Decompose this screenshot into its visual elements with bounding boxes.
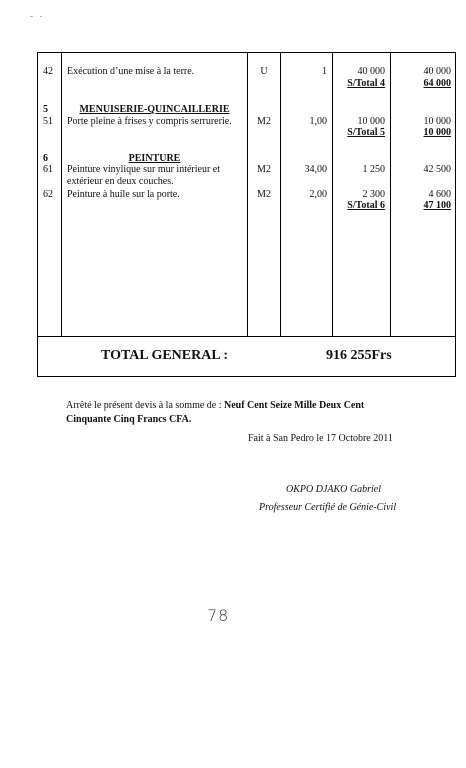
- subtotal-label: S/Total 5: [347, 127, 385, 138]
- item-number: 62: [43, 189, 53, 200]
- place-and-date: Fait à San Pedro le 17 Octobre 2011: [248, 433, 393, 444]
- table-border-left: [37, 52, 38, 376]
- table-border-bottom: [37, 376, 456, 377]
- item-description: Peinture vinylique sur mur intérieur et: [67, 164, 221, 175]
- item-unit-price: 1 250: [362, 164, 385, 175]
- grand-total-value: 916 255Frs: [326, 348, 392, 363]
- item-unit-price: 40 000: [357, 66, 385, 77]
- item-number: 61: [43, 164, 53, 175]
- scan-artifact: [40, 16, 42, 17]
- item-unit: M2: [257, 189, 271, 200]
- closing-prefix: Arrêté le présent devis à la somme de :: [66, 400, 224, 411]
- section-number: 6: [43, 153, 48, 164]
- item-description: Exécution d’une mise à la terre.: [67, 66, 195, 77]
- subtotal-value: 10 000: [423, 127, 451, 138]
- item-unit-price: 10 000: [357, 116, 385, 127]
- section-title: MENUISERIE-QUINCAILLERIE: [79, 104, 230, 115]
- item-description: Porte pleine à frises y compris serrurerie.: [67, 116, 232, 127]
- subtotal-value: 64 000: [423, 78, 451, 89]
- signatory-name: OKPO DJAKO Gabriel: [286, 484, 381, 495]
- item-unit: U: [260, 66, 268, 77]
- grand-total-label: TOTAL GENERAL :: [101, 348, 229, 363]
- item-total: 40 000: [423, 66, 451, 77]
- amount-in-words: Neuf Cent Seize Mille Deux Cent: [224, 400, 365, 411]
- section-title: PEINTURE: [128, 153, 181, 164]
- item-description-continued: extérieur en deux couches.: [67, 176, 174, 187]
- subtotal-label: S/Total 4: [347, 78, 385, 89]
- item-number: 42: [43, 66, 53, 77]
- item-total: 4 600: [428, 189, 451, 200]
- closing-statement: [66, 400, 364, 412]
- table-divider: [37, 336, 456, 337]
- item-unit: M2: [257, 164, 271, 175]
- item-unit: M2: [257, 116, 271, 127]
- scan-artifact: [30, 16, 33, 17]
- subtotal-label: S/Total 6: [347, 200, 385, 211]
- item-quantity: 1,00: [309, 116, 327, 127]
- handwritten-page-number: 78: [207, 606, 230, 625]
- signatory-title: Professeur Certifié de Génie-Civil: [259, 502, 397, 513]
- amount-in-words-continued: Cinquante Cinq Francs CFA.: [66, 414, 192, 425]
- item-quantity: 2,00: [309, 189, 327, 200]
- item-total: 10 000: [423, 116, 451, 127]
- item-number: 51: [43, 116, 53, 127]
- section-number: 5: [43, 104, 48, 115]
- item-total: 42 500: [423, 164, 451, 175]
- item-description: Peinture à huile sur la porte.: [67, 189, 180, 200]
- table-border-top: [37, 52, 456, 53]
- table-border-right: [455, 52, 456, 376]
- subtotal-value: 47 100: [423, 200, 451, 211]
- item-quantity: 34,00: [304, 164, 327, 175]
- item-unit-price: 2 300: [362, 189, 385, 200]
- item-quantity: 1: [322, 66, 327, 77]
- column-divider: [61, 52, 62, 336]
